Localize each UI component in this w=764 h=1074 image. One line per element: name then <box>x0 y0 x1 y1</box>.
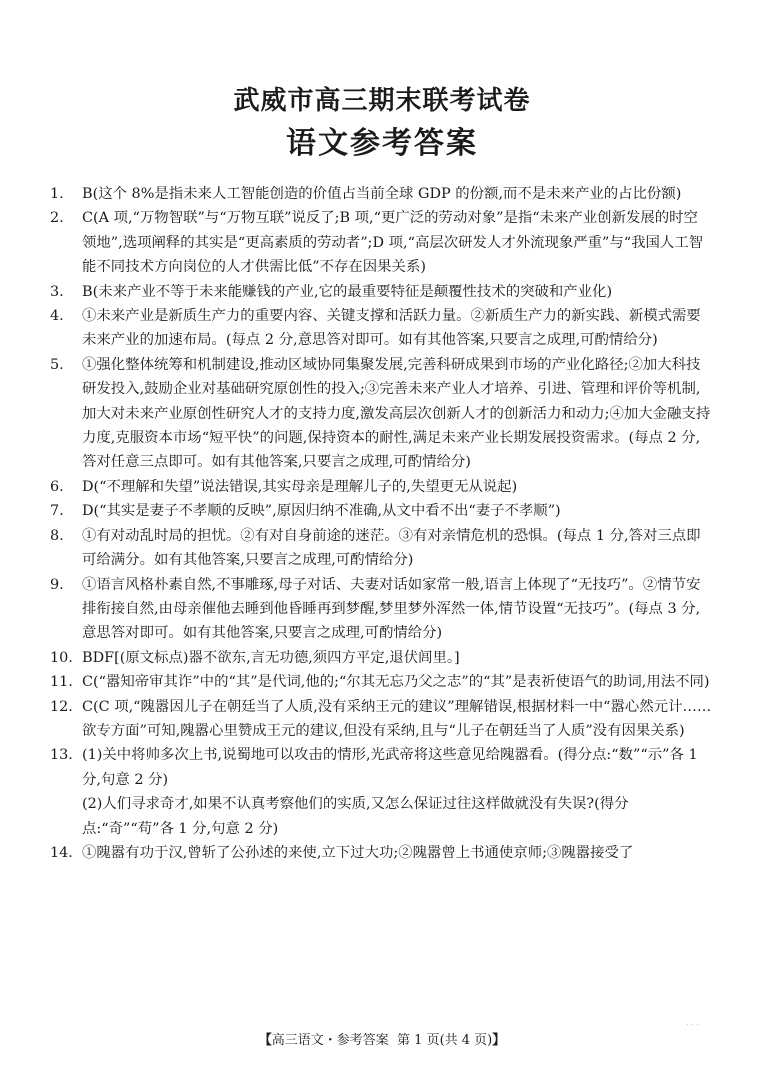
item-number: 11. <box>50 674 73 691</box>
answer-item <box>50 695 712 744</box>
item-text: ①未来产业是新质生产力的重要内容、关键支撑和活跃力量。②新质生产力的新实践、新模式需要未来产业的加速布局。(每点 2 分,意思答对即可。如有其他答案,只要言之成理,可酌情给分) <box>82 308 701 349</box>
item-subpart-1: (1)关中将帅多次上书,说蜀地可以攻击的情形,光武帝将这些意见给隗嚣看。(得分点:“数”“示”各 1 分,句意 2 分) <box>82 747 698 788</box>
item-text: ①语言风格朴素自然,不事雕琢,母子对话、夫妻对话如家常一般,语言上体现了“无技巧”。②情节安排衔接自然,由母亲催他去睡到他昏睡再到梦醒,梦里梦外浑然一体,情节设置“无技巧”。(每点 3 分,意思答对即可。如有其他答案,只要言之成理,可酌情给分) <box>82 576 701 642</box>
item-text <box>82 743 712 841</box>
item-text: D(“不理解和失望”说法错误,其实母亲是理解儿子的,失望更无从说起) <box>82 478 518 495</box>
exam-title: 武威市高三期末联考试卷 <box>233 86 531 116</box>
item-number: 2. <box>50 210 64 227</box>
answer-item <box>50 499 712 523</box>
footer-bracket-left: 【 <box>258 1033 272 1048</box>
item-subpart-2: (2)人们寻求奇才,如果不认真考察他们的实质,又怎么保证过往这样做就没有失误?(得分点:“奇”“苟”各 1 分,句意 2 分) <box>82 796 629 837</box>
answer-item <box>50 475 712 499</box>
item-text: BDF[(原文标点)器不欲东,言无功德,须四方平定,退伏闾里。] <box>82 649 460 666</box>
answer-item <box>50 573 712 646</box>
item-text: ①强化整体统筹和机制建设,推动区域协同集聚发展,完善科研成果到市场的产业化路径;②加大科技研发投入,鼓励企业对基础研究原创性的投入;③完善未来产业人才培养、引进、管理和评价等机制,加大对未来产业原创性研究人才的支持力度,激发高层次创新人才的创新活力和动力;④加大金融支持力度,克服资本市场“短平快”的问题,保持资本的耐性,满足未来产业长期发展投资需求。(每点 2 分,答对任意三点即可。如有其他答案,只要言之成理,可酌情给分) <box>82 356 711 471</box>
item-text: B(未来产业不等于未来能赚钱的产业,它的最重要特征是颠覆性技术的突破和产业化) <box>82 283 613 300</box>
answer-item <box>50 280 712 304</box>
answer-item <box>50 646 712 670</box>
item-number: 14. <box>50 844 73 861</box>
answer-key-title: 语文参考答案 <box>286 126 478 161</box>
item-text: D(“其实是妻子不孝顺的反映”,原因归纳不准确,从文中看不出“妻子不孝顺”) <box>82 503 561 520</box>
answer-list <box>50 182 712 865</box>
item-text: C(“嚣知帝审其诈”中的“其”是代词,他的;“尔其无忘乃父之志”的“其”是表祈使语气的助词,用法不同) <box>82 674 710 691</box>
item-text: B(这个 8%是指未来人工智能创造的价值占当前全球 GDP 的份额,而不是未来产业的占比份额) <box>82 186 682 202</box>
item-number: 1. <box>50 186 64 202</box>
footer-subject: 高三语文・参考答案 <box>271 1033 389 1048</box>
footer-page-number: 第 1 页(共 4 页) <box>397 1033 493 1048</box>
item-number: 13. <box>50 747 73 764</box>
answer-item <box>50 353 712 475</box>
item-number: 7. <box>50 503 64 520</box>
item-text: ①有对动乱时局的担忧。②有对自身前途的迷茫。③有对亲情危机的恐惧。(每点 1 分,答对三点即可给满分。如有其他答案,只要言之成理,可酌情给分) <box>82 527 701 569</box>
item-number: 12. <box>50 698 73 715</box>
item-number: 10. <box>50 649 73 666</box>
answer-item <box>50 841 712 865</box>
footer-bracket-right: 】 <box>492 1033 506 1048</box>
item-number: 5. <box>50 356 64 373</box>
item-text: ①隗嚣有功于汉,曾斩了公孙述的来使,立下过大功;②隗嚣曾上书通使京师;③隗嚣接受了 <box>82 844 634 861</box>
answer-item <box>50 524 712 573</box>
answer-item <box>50 304 712 353</box>
answer-item <box>50 182 712 206</box>
item-number: 6. <box>50 478 64 495</box>
item-number: 3. <box>50 283 64 300</box>
answer-item <box>50 206 712 279</box>
answer-item <box>50 743 712 841</box>
page-footer <box>0 1029 764 1048</box>
item-number: 8. <box>50 527 64 544</box>
item-text: C(A 项,“万物智联”与“万物互联”说反了;B 项,“更广泛的劳动对象”是指“未来产业创新发展的时空领地”,选项阐释的其实是“更高素质的劳动者”;D 项,“高层次研发人才外流现象严重”与“我国人工智能不同技术方向岗位的人才供需比低”不存在因果关系) <box>82 210 704 276</box>
item-text: C(C 项,“隗嚣因儿子在朝廷当了人质,没有采纳王元的建议”理解错误,根据材料一中“嚣心然元计……欲专方面”可知,隗嚣心里赞成王元的建议,但没有采纳,且与“儿子在朝廷当了人质”没有因果关系) <box>82 698 712 739</box>
scan-mark: . . . <box>686 1018 699 1027</box>
answer-item <box>50 670 712 694</box>
item-number: 9. <box>50 576 64 593</box>
item-number: 4. <box>50 308 64 325</box>
